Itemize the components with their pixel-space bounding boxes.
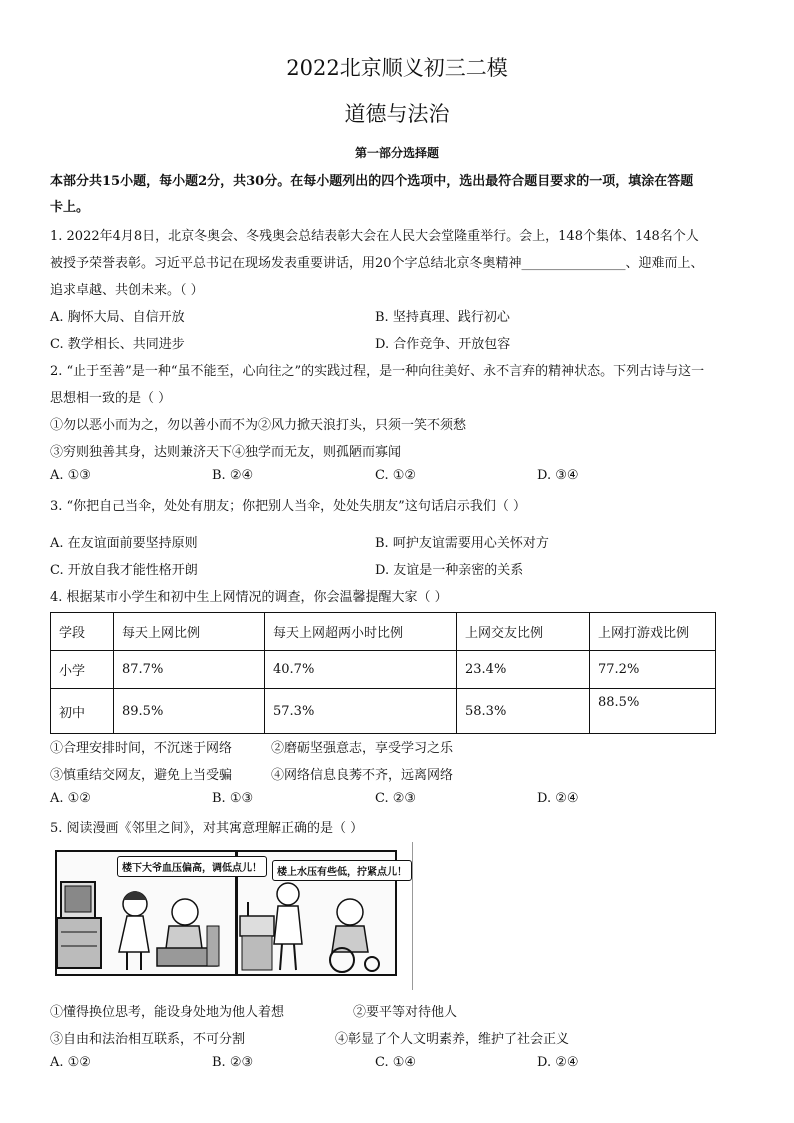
q2-option-b: B. ②④ [212, 468, 254, 483]
q4-stem: 4. 根据某市小学生和初中生上网情况的调查，你会温馨提醒大家（ ） [50, 590, 448, 605]
q4-statement-1: ①合理安排时间，不沉迷于网络 [50, 741, 233, 756]
q4-option-d: D. ②④ [537, 791, 579, 806]
table-cell: 58.3% [457, 689, 590, 734]
instructions-line-1: 本部分共15小题，每小题2分，共30分。在每小题列出的四个选项中，选出最符合题目要求的一项，填涂在答题 [50, 174, 694, 189]
table-cell: 初中 [51, 689, 114, 734]
q3-stem: 3. “你把自己当伞，处处有朋友；你把别人当伞，处处失朋友”这句话启示我们（ ） [50, 499, 526, 514]
table-cell: 88.5% [590, 689, 716, 734]
q4-option-b: B. ①③ [212, 791, 254, 806]
q5-option-b: B. ②③ [212, 1055, 254, 1070]
table-cell: 77.2% [590, 651, 716, 689]
q2-stem-line-2: 思想相一致的是（ ） [50, 391, 172, 406]
q4-option-a: A. ①② [50, 791, 91, 806]
q1-stem-line-2: 被授予荣誉表彰。习近平总书记在现场发表重要讲话，用20个字总结北京冬奥精神________________、迎难而上、 [50, 256, 704, 271]
q2-option-c: C. ①② [375, 468, 417, 483]
table-cell: 89.5% [114, 689, 265, 734]
cartoon-panel-left [57, 852, 262, 974]
q1-option-d: D. 合作竞争、开放包容 [375, 337, 511, 352]
page-subtitle: 道德与法治 [344, 102, 450, 126]
survey-table [50, 612, 716, 734]
q4-statement-3: ③慎重结交网友，避免上当受骗 [50, 768, 233, 783]
q5-statement-3: ③自由和法治相互联系，不可分割 [50, 1032, 246, 1047]
q5-option-d: D. ②④ [537, 1055, 579, 1070]
q1-option-a: A. 胸怀大局、自信开放 [50, 310, 185, 325]
table-cell: 小学 [51, 651, 114, 689]
table-cell: 57.3% [265, 689, 457, 734]
table-header-cell: 上网交友比例 [457, 613, 590, 651]
q3-option-b: B. 呵护友谊需要用心关怀对方 [375, 536, 549, 551]
q5-statement-4: ④彰显了个人文明素养，维护了社会正义 [335, 1032, 570, 1047]
table-cell: 87.7% [114, 651, 265, 689]
table-cell: 23.4% [457, 651, 590, 689]
q5-statement-2: ②要平等对待他人 [353, 1005, 458, 1020]
section-heading: 第一部分选择题 [354, 146, 439, 160]
divider [412, 842, 413, 990]
q1-option-c: C. 教学相长、共同进步 [50, 337, 185, 352]
cartoon-image [55, 850, 407, 976]
q5-statement-1: ①懂得换位思考，能设身处地为他人着想 [50, 1005, 285, 1020]
q4-statement-4: ④网络信息良莠不齐，远离网络 [271, 768, 454, 783]
q1-option-b: B. 坚持真理、践行初心 [375, 310, 510, 325]
q2-option-d: D. ③④ [537, 468, 579, 483]
q1-stem-line-3: 追求卓越、共创未来。（ ） [50, 283, 204, 298]
cartoon-speech-bubble-right: 楼上水压有些低，拧紧点儿！ [272, 860, 412, 881]
page-title: 2022北京顺义初三二模 [286, 56, 508, 80]
table-header-row [51, 613, 716, 651]
q5-option-a: A. ①② [50, 1055, 91, 1070]
table-header-cell: 每天上网超两小时比例 [265, 613, 457, 651]
table-row [51, 689, 716, 734]
table-header-cell: 上网打游戏比例 [590, 613, 716, 651]
instructions-line-2: 卡上。 [50, 200, 90, 215]
q2-stem-line-4: ③穷则独善其身，达则兼济天下④独学而无友，则孤陋而寡闻 [50, 445, 402, 460]
table-cell: 40.7% [265, 651, 457, 689]
cartoon-speech-bubble-left: 楼下大爷血压偏高，调低点儿！ [117, 856, 267, 877]
q4-statement-2: ②磨砺坚强意志，享受学习之乐 [271, 741, 454, 756]
q5-stem: 5. 阅读漫画《邻里之间》，对其寓意理解正确的是（ ） [50, 821, 364, 836]
q3-option-c: C. 开放自我才能性格开朗 [50, 563, 198, 578]
table-row [51, 651, 716, 689]
q3-option-a: A. 在友谊面前要坚持原则 [50, 536, 198, 551]
q4-option-c: C. ②③ [375, 791, 417, 806]
q1-stem-line-1: 1. 2022年4月8日，北京冬奥会、冬残奥会总结表彰大会在人民大会堂隆重举行。会上，148个集体、148名个人 [50, 229, 699, 244]
q2-stem-line-1: 2. “止于至善”是一种“虽不能至，心向往之”的实践过程，是一种向往美好、永不言弃的精神状态。下列古诗与这一 [50, 364, 705, 379]
q2-stem-line-3: ①勿以恶小而为之，勿以善小而不为②风力掀天浪打头，只须一笑不须愁 [50, 418, 467, 433]
q5-option-c: C. ①④ [375, 1055, 417, 1070]
q3-option-d: D. 友谊是一种亲密的关系 [375, 563, 524, 578]
table-header-cell: 学段 [51, 613, 114, 651]
table-header-cell: 每天上网比例 [114, 613, 265, 651]
q2-option-a: A. ①③ [50, 468, 91, 483]
cartoon-panel-right [238, 852, 407, 974]
